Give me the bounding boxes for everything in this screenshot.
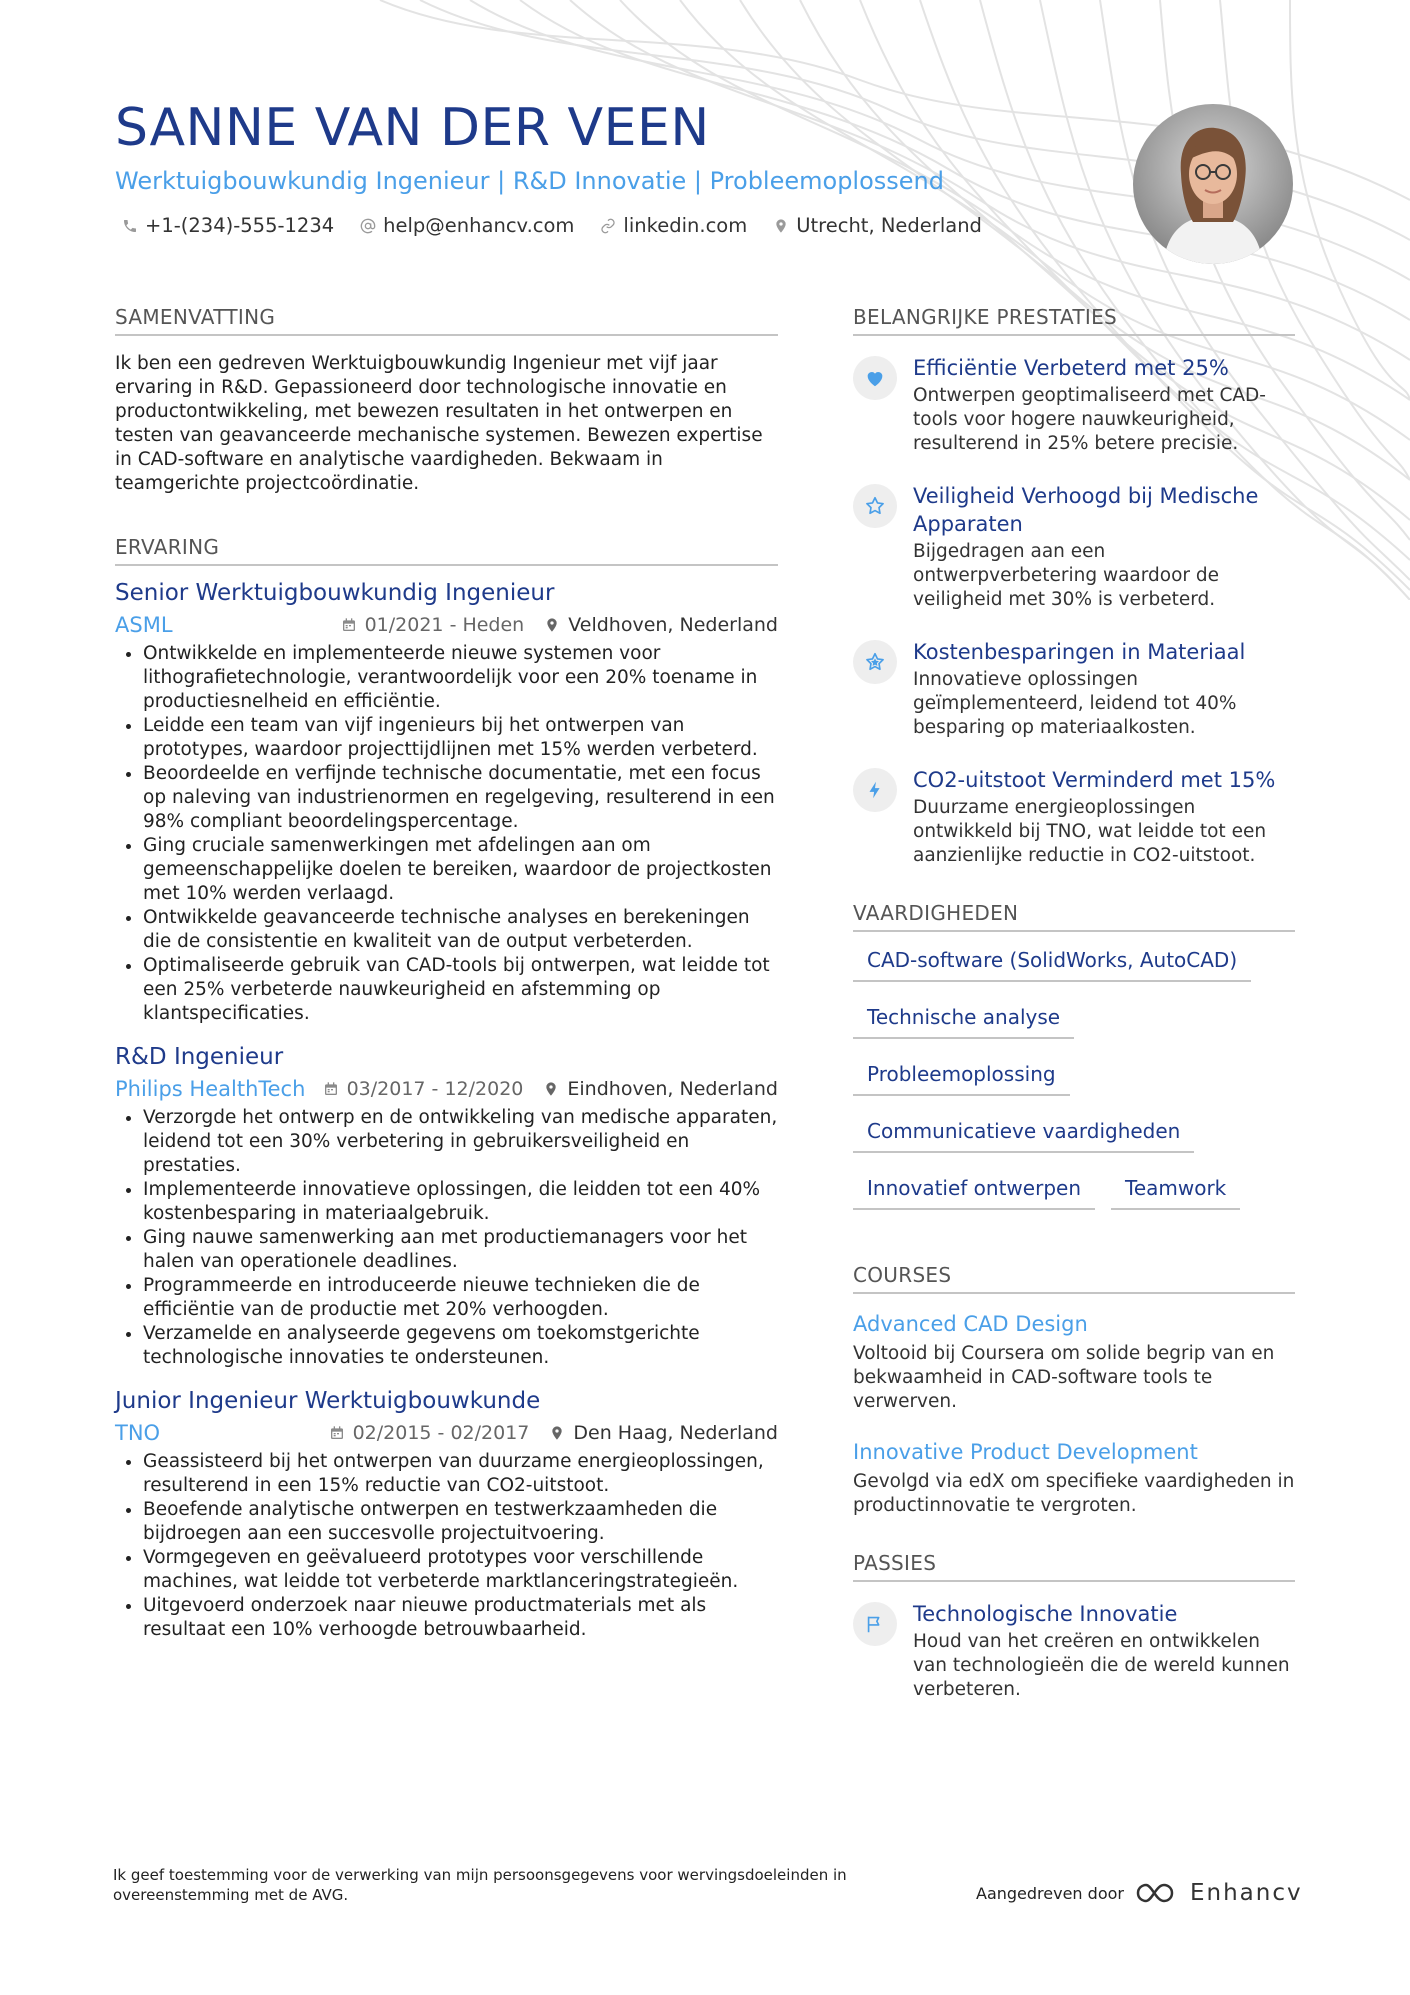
job-bullets [115,642,778,1026]
contact-email[interactable] [360,214,574,237]
job-bullet: • Ging nauwe samenwerking aan met productiemanagers voor het halen van operationele deadlines. [143,1226,778,1274]
job-title: Senior Werktuigbouwkundig Ingenieur [115,580,555,606]
achievement-icon-circle [853,768,897,812]
job-bullets [115,1106,778,1370]
phone-icon [122,218,138,234]
achievement-title: Efficiëntie Verbeterd met 25% [913,356,1229,380]
at-icon [360,218,376,234]
achievement-desc: Innovatieve oplossingen geïmplementeerd, leidend tot 40% besparing op materiaalkosten. [913,669,1237,738]
job-meta [115,612,778,638]
contact-email-text: help@enhancv.com [383,214,575,237]
summary-text: Ik ben een gedreven Werktuigbouwkundig Ingenieur met vijf jaar ervaring in R&D. Gepassioneerd door technologische innovatie en productontwikkeling, met bewezen resultaten in het ontwerpen en testen van geavanceerde mechanische systemen. Bewezen expertise in CAD-software en analytische vaardigheden. Bekwaam in teamgerichte projectcoördinatie. [115,353,763,494]
skill-tag: CAD-software (SolidWorks, AutoCAD) [853,946,1251,982]
passion-desc: Houd van het creëren en ontwikkelen van technologieën die de wereld kunnen verbeteren. [913,1631,1290,1700]
course-desc: Voltooid bij Coursera om solide begrip van en bekwaamheid in CAD-software tools te verwerven. [853,1343,1275,1412]
job-bullet: • Ontwikkelde en implementeerde nieuwe systemen voor lithografietechnologie, verantwoordelijk voor een 20% toename in productiesnelheid en efficiëntie. [143,642,778,714]
passion-title: Technologische Innovatie [913,1602,1178,1626]
left-column [115,304,778,1658]
achievement-desc: Ontwerpen geoptimaliseerd met CAD-tools voor hogere nauwkeurigheid, resulterend in 25% betere precisie. [913,385,1266,454]
job-meta [115,1076,778,1102]
summary-section [115,304,778,496]
skills-list [853,946,1295,1210]
enhancv-brand: Enhancv [1189,1880,1303,1906]
calendar-icon [323,1081,339,1097]
achievement-icon-circle [853,640,897,684]
job-bullet: • Verzamelde en analyseerde gegevens om toekomstgerichte technologische innovaties te ondersteunen. [143,1322,778,1370]
achievement-desc: Duurzame energieoplossingen ontwikkeld bij TNO, wat leidde tot een aanzienlijke reductie in CO2-uitstoot. [913,797,1267,866]
job-dates-text: 03/2017 - 12/2020 [346,1078,524,1100]
star-badge-icon [864,651,886,673]
job-bullet: • Beoordeelde en verfijnde technische documentatie, met een focus op naleving van industrienormen en regelgeving, resulterend in een 98% compliant beoordelingspercentage. [143,762,778,834]
company-name: ASML [115,613,173,637]
contact-location [773,214,982,237]
achievement-title: CO2-uitstoot Verminderd met 15% [913,768,1276,792]
job-bullet: • Ontwikkelde geavanceerde technische analyses en berekeningen die de consistentie en kwaliteit van de output verbeterden. [143,906,778,954]
contact-phone-text: +1-(234)-555-1234 [145,214,335,237]
job-bullet: • Leidde een team van vijf ingenieurs bij het ontwerpen van prototypes, waardoor projecttijdlijnen met 15% werden verbeterd. [143,714,778,762]
job-meta-right [323,1076,778,1102]
courses-title: COURSES [853,1262,1295,1294]
skill-tag: Technische analyse [853,1003,1074,1039]
courses-section [853,1262,1295,1518]
job-bullets [115,1450,778,1642]
link-icon [600,218,616,234]
job-location [544,612,778,638]
job-bullet: • Beoefende analytische ontwerpen en testwerkzaamheden die bijdroegen aan een succesvolle projectuitvoering. [143,1498,778,1546]
job-bullet: • Uitgevoerd onderzoek naar nieuwe productmaterials met als resultaat een 10% verhoogde betrouwbaarheid. [143,1594,778,1642]
job-bullet: • Ging cruciale samenwerkingen met afdelingen aan om gemeenschappelijke doelen te bereiken, waardoor de projectkosten met 10% werden verlaagd. [143,834,778,906]
heart-icon [864,367,886,389]
job-dates [341,612,525,638]
achievements-section [853,304,1295,868]
location-pin-icon [549,1425,565,1441]
flag-icon [864,1613,886,1635]
star-icon [864,495,886,517]
course-title: Advanced CAD Design [853,1312,1088,1336]
profile-photo [1133,104,1293,264]
contact-phone[interactable] [122,214,334,237]
course-item [853,1438,1295,1518]
lightning-icon [864,779,886,801]
passion-item [853,1600,1295,1702]
job-bullet: • Verzorgde het ontwerp en de ontwikkeling van medische apparaten, leidend tot een 30% verbetering in gebruikersveiligheid en prestaties. [143,1106,778,1178]
job-location-text: Veldhoven, Nederland [568,614,778,636]
job-location-text: Eindhoven, Nederland [567,1078,778,1100]
job-location [549,1420,778,1446]
enhancv-logo-icon [1134,1880,1180,1906]
skill-tag: Probleemoplossing [853,1060,1070,1096]
contact-bar [122,214,982,237]
achievement-title: Kostenbesparingen in Materiaal [913,640,1246,664]
job-meta [115,1420,778,1446]
skill-tag: Communicatieve vaardigheden [853,1117,1194,1153]
job-entry [115,1386,778,1642]
skills-title: VAARDIGHEDEN [853,900,1295,932]
course-item [853,1310,1295,1414]
contact-linkedin[interactable] [600,214,747,237]
job-dates [329,1420,530,1446]
job-title: Junior Ingenieur Werktuigbouwkunde [115,1388,541,1414]
passions-title: PASSIES [853,1550,1295,1582]
candidate-name: SANNE VAN DER VEEN [115,98,710,158]
job-dates-text: 02/2015 - 02/2017 [352,1422,530,1444]
job-location [543,1076,778,1102]
calendar-icon [329,1425,345,1441]
powered-by[interactable] [976,1880,1303,1906]
location-pin-icon [543,1081,559,1097]
job-entry [115,578,778,1026]
achievement-item [853,638,1295,740]
passion-icon-circle [853,1602,897,1646]
contact-location-text: Utrecht, Nederland [796,214,982,237]
job-dates [323,1076,524,1102]
company-name: Philips HealthTech [115,1077,306,1101]
right-column [853,304,1295,1728]
experience-title: ERVARING [115,534,778,566]
achievement-icon-circle [853,484,897,528]
headline: Werktuigbouwkundig Ingenieur | R&D Innovatie | Probleemoplossend [115,167,944,195]
experience-section [115,534,778,1642]
location-pin-icon [773,218,789,234]
course-title: Innovative Product Development [853,1440,1198,1464]
consent-note: Ik geef toestemming voor de verwerking van mijn persoonsgegevens voor wervingsdoeleinden in overeenstemming met de AVG. [113,1866,847,1904]
job-bullet: • Optimaliseerde gebruik van CAD-tools bij ontwerpen, wat leidde tot een 25% verbeterde nauwkeurigheid en afstemming op klantspecificaties. [143,954,778,1026]
summary-title: SAMENVATTING [115,304,778,336]
achievements-title: BELANGRIJKE PRESTATIES [853,304,1295,336]
achievement-item [853,354,1295,456]
skills-section [853,900,1295,1210]
achievement-item [853,482,1295,612]
job-bullet: • Vormgegeven en geëvalueerd prototypes voor verschillende machines, wat leidde tot verbeterde marktlanceringstrategieën. [143,1546,778,1594]
job-meta-right [341,612,778,638]
job-location-text: Den Haag, Nederland [573,1422,778,1444]
location-pin-icon [544,617,560,633]
passions-section [853,1550,1295,1702]
job-bullet: • Implementeerde innovatieve oplossingen, die leidden tot een 40% kostenbesparing in materiaalgebruik. [143,1178,778,1226]
job-title: R&D Ingenieur [115,1044,284,1070]
company-name: TNO [115,1421,161,1445]
job-meta-right [329,1420,778,1446]
achievement-item [853,766,1295,868]
contact-linkedin-text: linkedin.com [623,214,748,237]
calendar-icon [341,617,357,633]
job-bullet: • Geassisteerd bij het ontwerpen van duurzame energieoplossingen, resulterend in een 15% reductie van CO2-uitstoot. [143,1450,778,1498]
job-dates-text: 01/2021 - Heden [364,614,525,636]
course-desc: Gevolgd via edX om specifieke vaardigheden in productinnovatie te vergroten. [853,1471,1295,1516]
job-bullet: • Programmeerde en introduceerde nieuwe technieken die de efficiëntie van de productie met 20% verhoogden. [143,1274,778,1322]
achievement-desc: Bijgedragen aan een ontwerpverbetering waardoor de veiligheid met 30% is verbeterd. [913,541,1220,610]
skill-tag: Innovatief ontwerpen [853,1174,1095,1210]
achievement-icon-circle [853,356,897,400]
skill-tag: Teamwork [1111,1174,1240,1210]
powered-by-label: Aangedreven door [976,1883,1124,1903]
achievement-title: Veiligheid Verhoogd bij Medische Apparaten [913,484,1259,536]
job-entry [115,1042,778,1370]
